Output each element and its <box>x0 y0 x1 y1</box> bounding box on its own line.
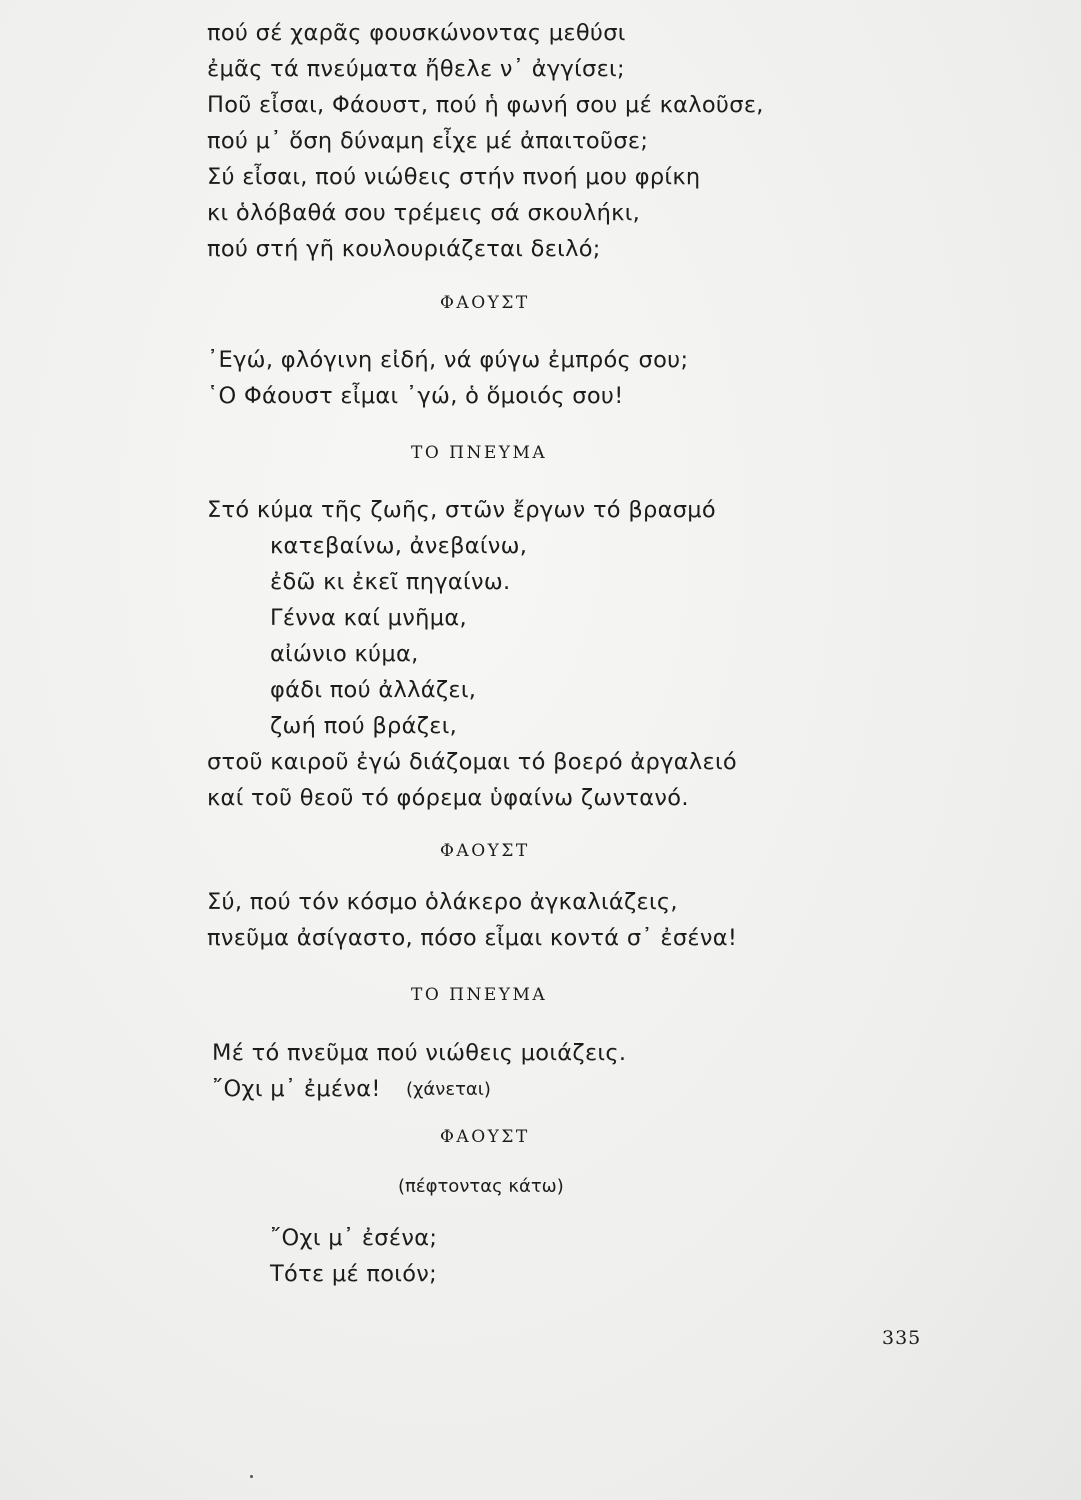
verse-line: κι ὁλόβαθά σου τρέμεις σά σκουλήκι, <box>207 200 641 226</box>
verse-line: ῾Ο Φάουστ εἶμαι ᾽γώ, ὁ ὅμοιός σου! <box>207 383 624 409</box>
verse-line: πού σέ χαρᾶς φουσκώνοντας μεθύσι <box>207 20 626 46</box>
verse-line: φάδι πού ἀλλάζει, <box>270 677 477 703</box>
verse-line: Σύ, πού τόν κόσμο ὁλάκερο ἀγκαλιάζεις, <box>207 889 678 915</box>
verse-line: ζωή πού βράζει, <box>270 713 458 739</box>
speaker-heading: ΦΑΟΥΣΤ <box>440 293 530 313</box>
verse-line: αἰώνιο κύμα, <box>270 641 419 667</box>
verse-line: ᾽Εγώ, φλόγινη εἰδή, νά φύγω ἐμπρός σου; <box>207 347 689 373</box>
verse-line: Σύ εἶσαι, πού νιώθεις στήν πνοή μου φρίκη <box>207 164 701 190</box>
verse-line: κατεβαίνω, ἀνεβαίνω, <box>270 533 528 559</box>
verse-line: Στό κύμα τῆς ζωῆς, στῶν ἔργων τό βρασμό <box>207 497 716 523</box>
verse-line: πού μ᾽ ὅση δύναμη εἶχε μέ ἀπαιτοῦσε; <box>207 128 649 154</box>
verse-line: στοῦ καιροῦ ἐγώ διάζομαι τό βοερό ἀργαλειό <box>207 749 737 775</box>
page-number: 335 <box>882 1327 922 1349</box>
verse-line: Τότε μέ ποιόν; <box>270 1261 438 1287</box>
speaker-heading: ΦΑΟΥΣΤ <box>440 1127 530 1147</box>
verse-line: Μέ τό πνεῦμα πού νιώθεις μοιάζεις. <box>212 1040 627 1066</box>
verse-line: Ποῦ εἶσαι, Φάουστ, πού ἡ φωνή σου μέ καλοῦσε, <box>207 92 764 118</box>
speaker-heading: ΦΑΟΥΣΤ <box>440 841 530 861</box>
verse-line: ῎Οχι μ᾽ ἐσένα; <box>270 1225 438 1251</box>
verse-line: πνεῦμα ἀσίγαστο, πόσο εἶμαι κοντά σ᾽ ἐσένα! <box>207 925 738 951</box>
stage-direction: (χάνεται) <box>406 1079 491 1100</box>
verse-line: ἐδῶ κι ἐκεῖ πηγαίνω. <box>270 569 511 595</box>
verse-line: καί τοῦ θεοῦ τό φόρεμα ὑφαίνω ζωντανό. <box>207 785 689 811</box>
verse-line: ῎Οχι μ᾽ ἐμένα! <box>212 1076 381 1102</box>
verse-line: πού στή γῆ κουλουριάζεται δειλό; <box>207 236 601 262</box>
speaker-heading: ΤΟ ΠΝΕΥΜΑ <box>411 443 548 463</box>
stage-direction: (πέφτοντας κάτω) <box>398 1176 564 1197</box>
verse-line: ἐμᾶς τά πνεύματα ἤθελε ν᾽ ἀγγίσει; <box>207 56 625 82</box>
verse-line: Γέννα καί μνῆμα, <box>270 605 467 631</box>
speaker-heading: ΤΟ ΠΝΕΥΜΑ <box>411 985 548 1005</box>
ink-speck <box>250 1475 253 1478</box>
